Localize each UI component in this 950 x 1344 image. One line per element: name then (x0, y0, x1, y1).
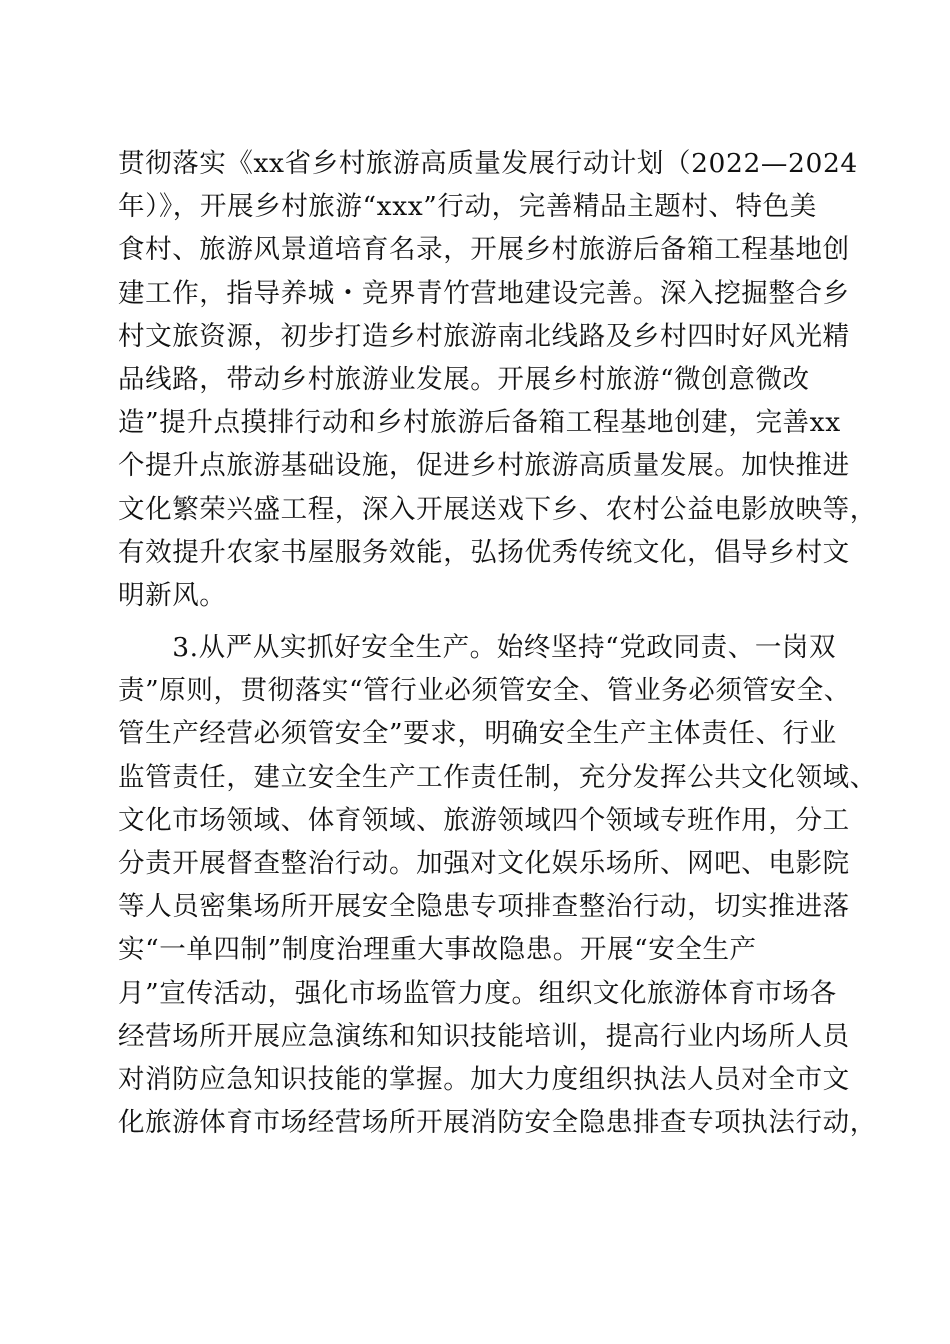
body-text (118, 142, 877, 1144)
text-line: 文化市场领域、体育领域、旅游领域四个领域专班作用，分工 (118, 804, 850, 836)
text-line: 品线路，带动乡村旅游业发展。开展乡村旅游“微创意微改 (118, 363, 810, 395)
text-line: 明新风。 (118, 579, 227, 611)
text-line: 经营场所开展应急演练和知识技能培训，提高行业内场所人员 (118, 1020, 850, 1052)
text-line: 对消防应急知识技能的掌握。加大力度组织执法人员对全市文 (118, 1063, 850, 1095)
text-line: 建工作，指导养城・竞界青竹营地建设完善。深入挖掘整合乡 (118, 277, 850, 309)
text-line: 管生产经营必须管安全”要求，明确安全生产主体责任、行业 (118, 718, 837, 750)
text-line: 有效提升农家书屋服务效能，弘扬优秀传统文化，倡导乡村文 (118, 536, 850, 568)
text-line: 3.从严从实抓好安全生产。始终坚持“党政同责、一岗双 (118, 632, 837, 664)
paragraph-safety-production (118, 626, 877, 1144)
text-line: 贯彻落实《xx省乡村旅游高质量发展行动计划（2022—2024 (118, 148, 858, 179)
text-line: 造”提升点摸排行动和乡村旅游后备箱工程基地创建，完善xx (118, 407, 841, 439)
text-line: 食村、旅游风景道培育名录，开展乡村旅游后备箱工程基地创 (118, 234, 850, 266)
text-line: 化旅游体育市场经营场所开展消防安全隐患排查专项执法行动， (118, 1107, 877, 1139)
text-line: 年）》，开展乡村旅游“xxx”行动，完善精品主题村、特色美 (118, 191, 817, 223)
paragraph-spacer (118, 617, 858, 626)
text-line: 等人员密集场所开展安全隐患专项排查整治行动，切实推进落 (118, 891, 850, 923)
text-line: 分责开展督查整治行动。加强对文化娱乐场所、网吧、电影院 (118, 848, 850, 879)
text-line: 村文旅资源，初步打造乡村旅游南北线路及乡村四时好风光精 (118, 320, 850, 352)
text-line: 文化繁荣兴盛工程，深入开展送戏下乡、农村公益电影放映等， (118, 493, 877, 525)
paragraph-rural-tourism (118, 142, 877, 617)
text-line: 月”宣传活动，强化市场监管力度。组织文化旅游体育市场各 (118, 977, 837, 1009)
text-line: 监管责任，建立安全生产工作责任制，充分发挥公共文化领域、 (118, 761, 877, 793)
text-line: 实“一单四制”制度治理重大事故隐患。开展“安全生产 (118, 934, 757, 966)
text-line: 责”原则，贯彻落实“管行业必须管安全、管业务必须管安全、 (118, 675, 851, 707)
text-line: 个提升点旅游基础设施，促进乡村旅游高质量发展。加快推进 (118, 450, 850, 482)
